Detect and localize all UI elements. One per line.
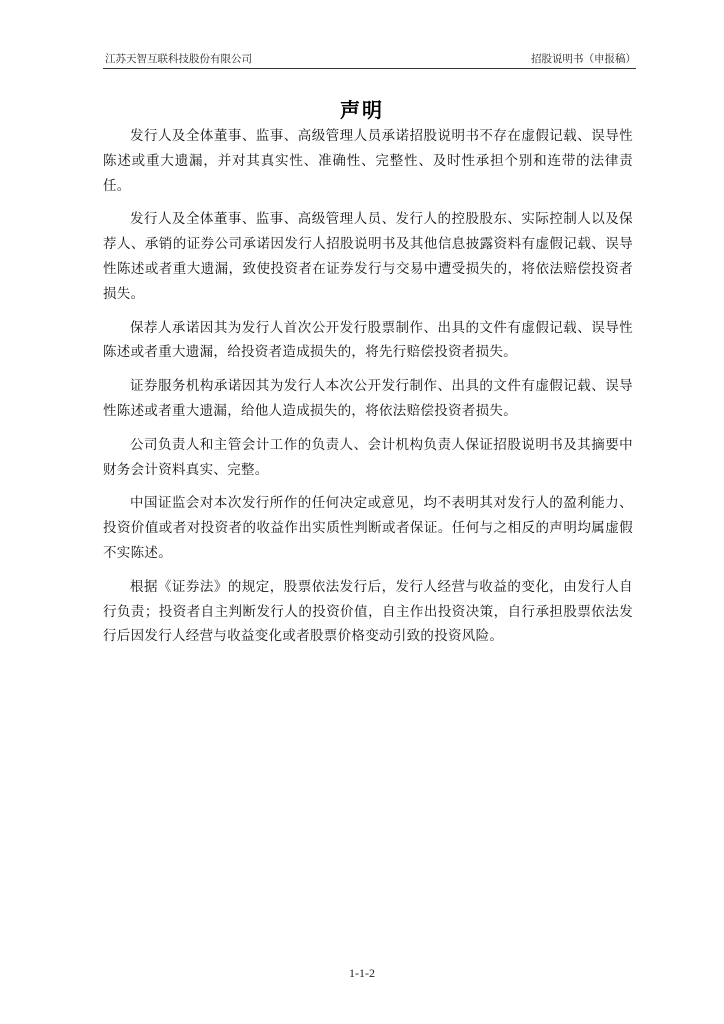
- page-number: 1-1-2: [349, 966, 375, 980]
- page-title: 声明: [340, 98, 384, 122]
- header-document-type: 招股说明书（申报稿）: [531, 53, 636, 65]
- paragraph-securities-law: 根据《证券法》的规定，股票依法发行后，发行人经营与收益的变化，由发行人自行负责；投资者自主判断发行人的投资价值，自主作出投资决策，自行承担股票依法发行后因发行人经营与收益变化或者股票价格变动引致的投资风险。: [103, 578, 633, 645]
- paragraph-liability: 发行人及全体董事、监事、高级管理人员承诺招股说明书不存在虚假记载、误导性陈述或重大遗漏，并对其真实性、准确性、完整性、及时性承担个别和连带的法律责任。: [103, 128, 633, 194]
- paragraph-sponsor: 保荐人承诺因其为发行人首次公开发行股票制作、出具的文件有虚假记载、误导性陈述或者重大遗漏，给投资者造成损失的，将先行赔偿投资者损失。: [103, 319, 633, 361]
- paragraph-service-institutions: 证券服务机构承诺因其为发行人本次公开发行制作、出具的文件有虚假记载、误导性陈述或者重大遗漏，给他人造成损失的，将依法赔偿投资者损失。: [103, 378, 633, 419]
- paragraph-csrc: 中国证监会对本次发行所作的任何决定或意见，均不表明其对发行人的盈利能力、投资价值或者对投资者的收益作出实质性判断或者保证。任何与之相反的声明均属虚假不实陈述。: [103, 495, 633, 561]
- page-header: [103, 52, 636, 69]
- paragraph-compensation: 发行人及全体董事、监事、高级管理人员、发行人的控股股东、实际控制人以及保荐人、承销的证券公司承诺因发行人招股说明书及其他信息披露资料有虚假记载、误导性陈述或者重大遗漏，致使投资者在证券发行与交易中遭受损失的，将依法赔偿投资者损失。: [103, 211, 633, 302]
- header-company-name: 江苏天智互联科技股份有限公司: [105, 53, 252, 65]
- paragraph-financial-data: 公司负责人和主管会计工作的负责人、会计机构负责人保证招股说明书及其摘要中财务会计资料真实、完整。: [103, 436, 633, 478]
- declaration-body: [103, 124, 633, 658]
